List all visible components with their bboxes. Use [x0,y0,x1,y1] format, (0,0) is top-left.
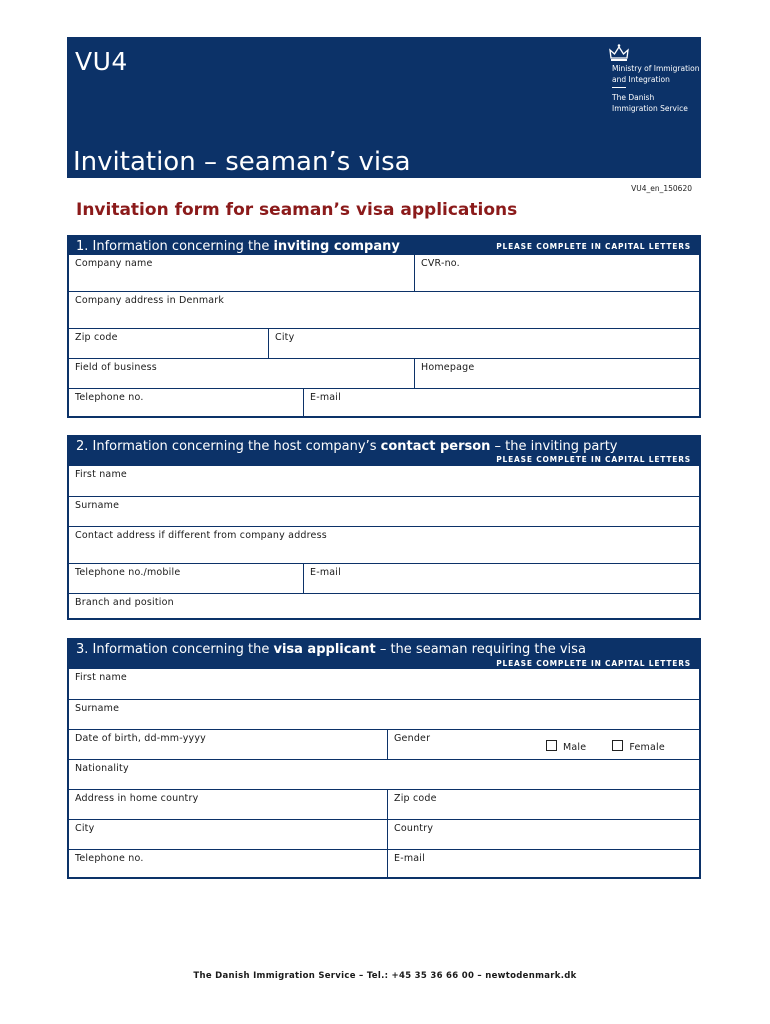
section-inviting-company [67,235,701,418]
contact-address-field[interactable]: Contact address if different from company address [75,530,327,541]
section-title: 3. Information concerning the visa applicant – the seaman requiring the visa [76,642,586,657]
page-title: Invitation – seaman’s visa [73,147,411,177]
male-option[interactable]: Male [546,740,586,753]
email-field[interactable]: E-mail [387,850,699,877]
city-field[interactable]: City [268,329,699,358]
country-field[interactable]: Country [387,820,699,849]
branch-position-field[interactable]: Branch and position [75,597,174,608]
nationality-field[interactable]: Nationality [75,763,129,774]
first-name-field[interactable]: First name [75,469,127,480]
section-visa-applicant [67,638,701,879]
section-title: 1. Information concerning the inviting company [76,239,400,254]
zip-code-field[interactable]: Zip code [387,790,699,819]
capital-letters-note: PLEASE COMPLETE IN CAPITAL LETTERS [496,659,691,668]
gender-field: Gender Male Female [387,730,699,759]
capital-letters-note: PLEASE COMPLETE IN CAPITAL LETTERS [496,455,691,464]
form-main-title: Invitation form for seaman’s visa applications [76,200,518,220]
zip-code-field[interactable]: Zip code [75,332,118,343]
company-address-field[interactable]: Company address in Denmark [75,295,225,306]
female-option[interactable]: Female [612,740,665,753]
form-header [67,37,701,178]
home-address-field[interactable]: Address in home country [75,793,199,804]
gender-options [546,740,665,753]
company-name-field[interactable]: Company name [75,258,153,269]
telephone-mobile-field[interactable]: Telephone no./mobile [75,567,181,578]
city-field[interactable]: City [75,823,95,834]
section-header [69,237,699,255]
surname-field[interactable]: Surname [75,703,120,714]
service-name: The Danish Immigration Service [612,93,688,113]
crown-logo-icon [608,43,630,65]
form-reference: VU4_en_150620 [631,184,692,193]
telephone-field[interactable]: Telephone no. [75,392,144,403]
field-of-business-field[interactable]: Field of business [75,362,157,373]
email-field[interactable]: E-mail [303,389,699,416]
form-code: VU4 [75,47,128,76]
section-title: 2. Information concerning the host company’s contact person – the inviting party [76,439,618,454]
date-of-birth-field[interactable]: Date of birth, dd-mm-yyyy [75,733,207,744]
homepage-field[interactable]: Homepage [414,359,699,388]
page-footer: The Danish Immigration Service – Tel.: +45 35 36 66 00 – newtodenmark.dk [193,971,577,981]
email-field[interactable]: E-mail [303,564,699,593]
first-name-field[interactable]: First name [75,672,127,683]
cvr-field[interactable]: CVR-no. [414,255,699,291]
female-checkbox[interactable] [612,740,623,751]
surname-field[interactable]: Surname [75,500,120,511]
section-header [69,640,699,669]
telephone-field[interactable]: Telephone no. [75,853,144,864]
capital-letters-note: PLEASE COMPLETE IN CAPITAL LETTERS [496,242,691,251]
ministry-name: Ministry of Immigration and Integration [612,64,700,84]
section-header [69,437,699,466]
male-checkbox[interactable] [546,740,557,751]
section-contact-person [67,435,701,620]
header-divider [612,87,626,88]
